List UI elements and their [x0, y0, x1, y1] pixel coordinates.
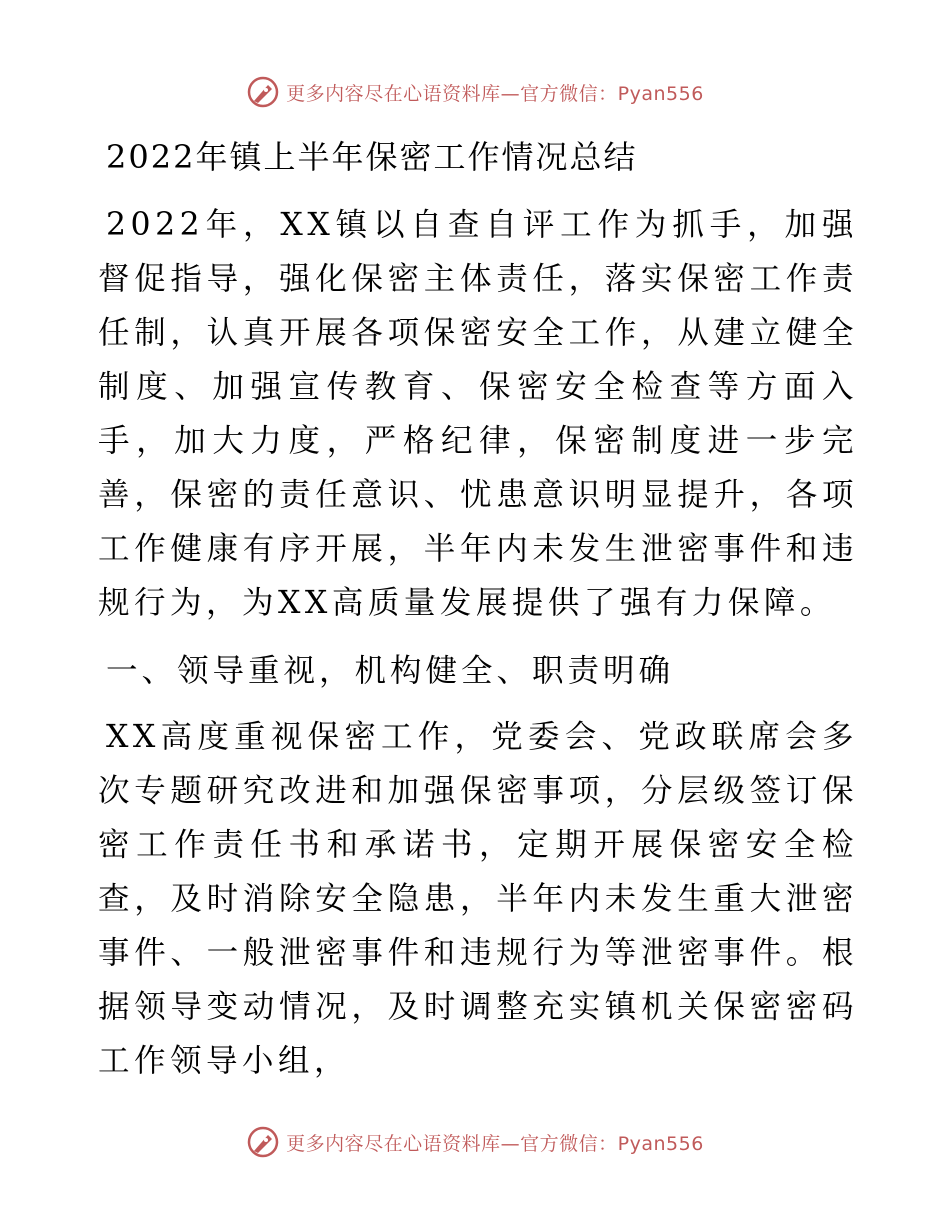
header-watermark	[0, 72, 950, 112]
footer-watermark	[0, 1122, 950, 1162]
paragraph-section-1: XX高度重视保密工作，党委会、党政联席会多次专题研究改进和加强保密事项，分层级签订保密工作责任书和承诺书，定期开展保密安全检查，及时消除安全隐患，半年内未发生重大泄密事件、一般泄密事件和违规行为等泄密事件。根据领导变动情况，及时调整充实镇机关保密密码工作领导小组，	[98, 719, 858, 1079]
document-title: 2022年镇上半年保密工作情况总结	[106, 138, 638, 176]
footer-watermark-text: 更多内容尽在心语资料库—官方微信：Pyan556	[286, 1132, 704, 1155]
header-watermark-text: 更多内容尽在心语资料库—官方微信：Pyan556	[286, 82, 704, 105]
paragraph-intro: 2022年，XX镇以自查自评工作为抓手，加强督促指导，强化保密主体责任，落实保密工作责任制，认真开展各项保密安全工作，从建立健全制度、加强宣传教育、保密安全检查等方面入手，加大力度，严格纪律，保密制度进一步完善，保密的责任意识、忧患意识明显提升，各项工作健康有序开展，半年内未发生泄密事件和违规行为，为XX高质量发展提供了强有力保障。	[98, 207, 858, 621]
section-heading-1: 一、领导重视，机构健全、职责明确	[106, 653, 675, 689]
pen-nib-logo-icon	[246, 75, 280, 109]
pen-nib-logo-icon	[246, 1125, 280, 1159]
document-body	[98, 118, 858, 1088]
